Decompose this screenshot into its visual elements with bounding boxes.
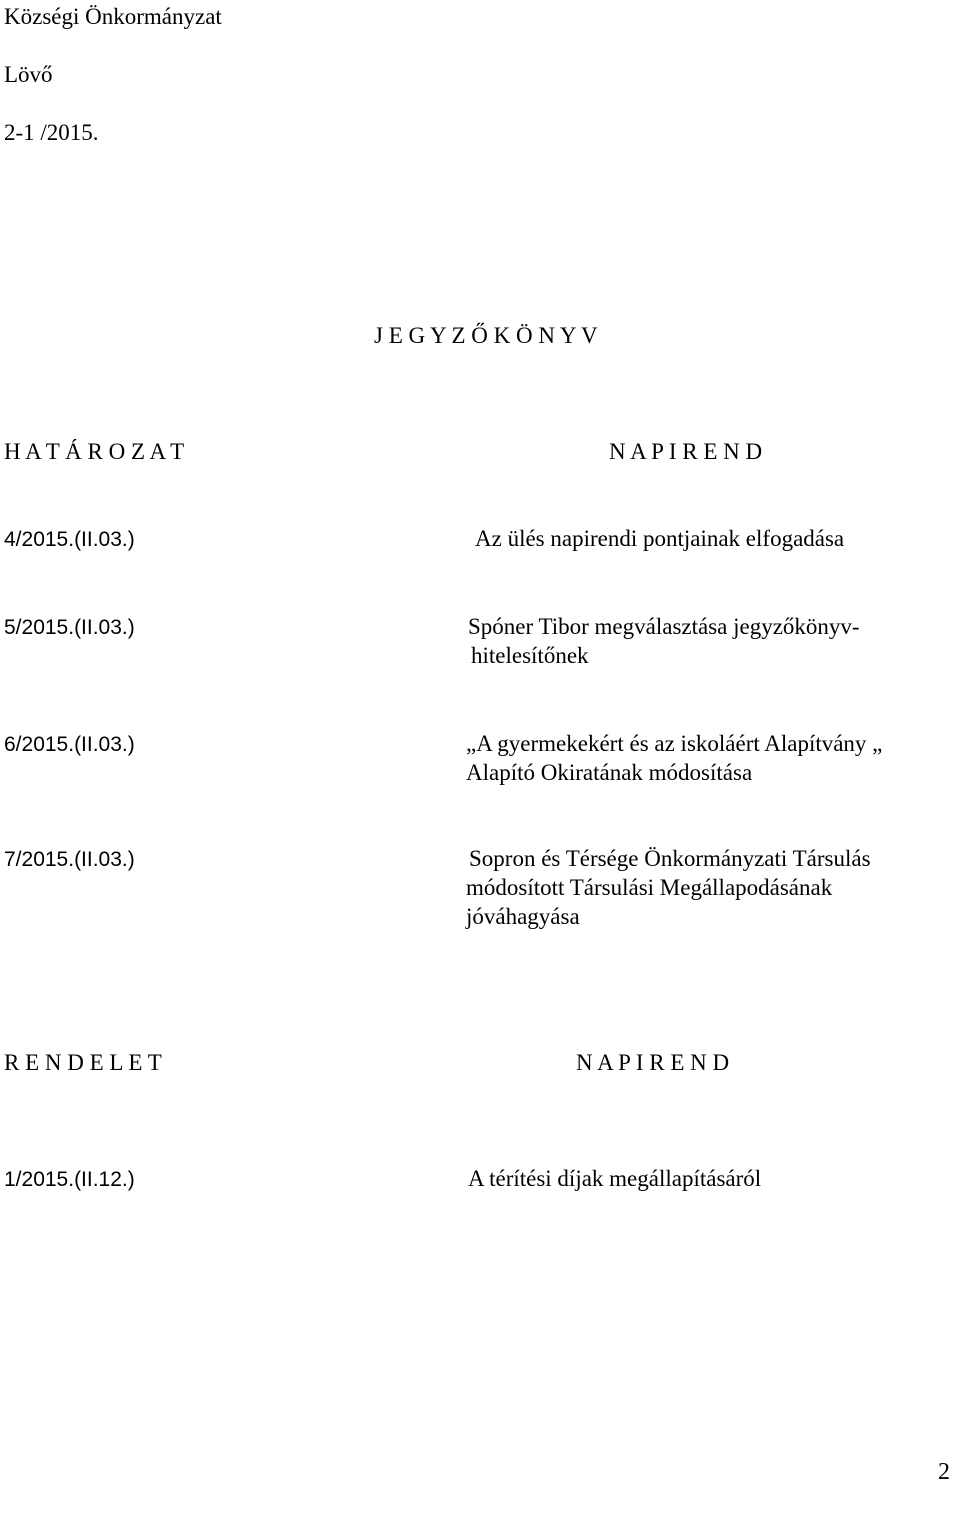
agenda-line: hitelesítőnek: [471, 643, 589, 668]
decrees-agenda-heading: N A P I R E N D: [576, 1050, 730, 1075]
resolution-number: 7/2015.(II.03.): [4, 848, 135, 871]
agenda-line: A térítési díjak megállapításáról: [468, 1166, 762, 1191]
agenda-line: „A gyermekekért és az iskoláért Alapítvány „: [466, 731, 883, 756]
agenda-line: Alapító Okiratának módosítása: [466, 760, 753, 785]
reference-number: 2-1 /2015.: [4, 120, 99, 145]
decree-number: 1/2015.(II.12.): [4, 1168, 135, 1191]
decree-agenda-text: [468, 1164, 761, 1193]
resolution-number: 5/2015.(II.03.): [4, 616, 135, 639]
agenda-line: Sopron és Térsége Önkormányzati Társulás: [469, 846, 871, 871]
resolution-agenda-text: [468, 612, 860, 670]
agenda-line: Az ülés napirendi pontjainak elfogadása: [475, 526, 845, 551]
document-title: J E G Y Z Ő K Ö N Y V: [374, 323, 598, 348]
town-name: Lövő: [4, 62, 53, 87]
decrees-heading: R E N D E L E T: [4, 1050, 162, 1075]
agenda-line: jóváhagyása: [466, 904, 580, 929]
resolution-agenda-text: [475, 524, 844, 553]
resolution-agenda-text: [466, 729, 882, 787]
resolution-agenda-text: [466, 844, 871, 931]
page-number: 2: [938, 1459, 950, 1485]
agenda-line: módosított Társulási Megállapodásának: [466, 875, 833, 900]
resolution-number: 6/2015.(II.03.): [4, 733, 135, 756]
resolutions-heading: H A T Á R O Z A T: [4, 439, 185, 464]
resolutions-agenda-heading: N A P I R E N D: [609, 439, 763, 464]
organization-name: Községi Önkormányzat: [4, 4, 222, 29]
resolution-number: 4/2015.(II.03.): [4, 528, 135, 551]
agenda-line: Spóner Tibor megválasztása jegyzőkönyv-: [468, 614, 860, 639]
